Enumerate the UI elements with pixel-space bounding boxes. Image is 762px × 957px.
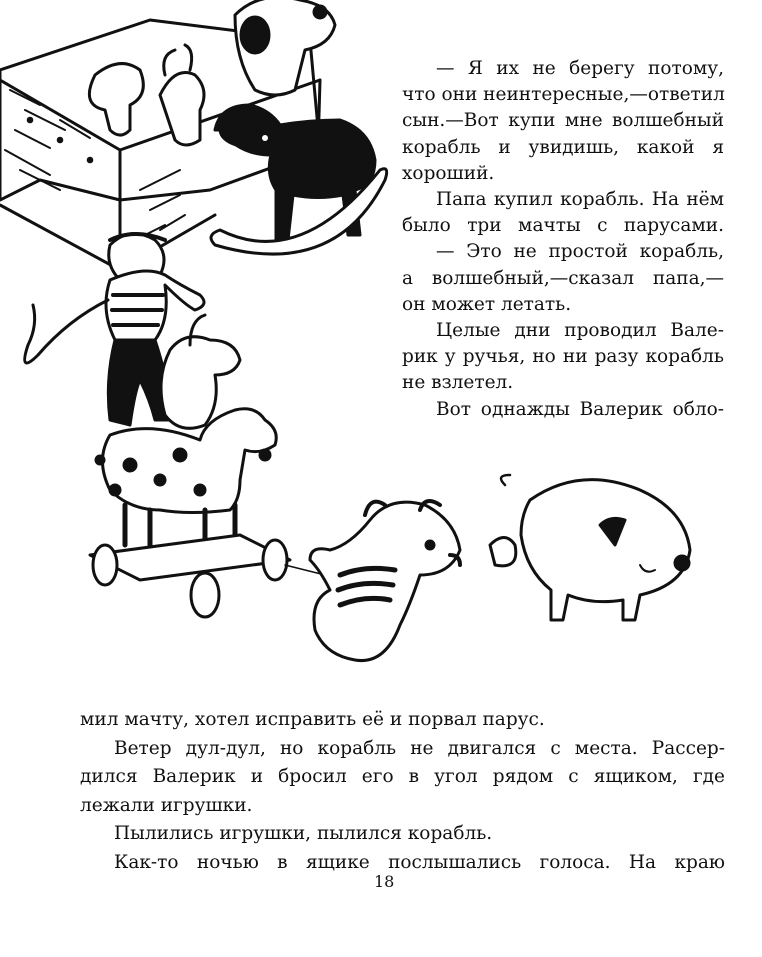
pig-toy-drawing xyxy=(490,475,690,620)
paragraph xyxy=(402,397,724,423)
text-line: Ветер дул-дул, но корабль не двигался с места. Рассер- xyxy=(114,737,725,759)
text-line: что они неинтересные,—ответил xyxy=(402,84,725,106)
text-line: а волшебный,—сказал папа,— xyxy=(402,267,724,289)
text-line: — Я их не берегу потому, xyxy=(436,58,724,79)
text-line: мил мачту, хотел исправить её и порвал парус. xyxy=(80,709,545,730)
text-line: сын.—Вот купи мне волшебный xyxy=(402,110,724,132)
text-line: Вот однажды Валерик обло- xyxy=(436,398,724,420)
spotted-horse-drawing xyxy=(90,409,290,617)
text-line: Целые дни проводил Вале- xyxy=(436,320,724,342)
full-width-text xyxy=(80,706,725,877)
paragraph xyxy=(402,318,724,397)
text-line: Как-то ночью в ящике послышались голоса. На краю xyxy=(114,851,725,873)
text-line: дился Валерик и бросил его в угол рядом с ящиком, где xyxy=(80,766,725,787)
text-line: рик у ручья, но ни разу корабль xyxy=(402,346,724,368)
paragraph xyxy=(402,187,724,239)
text-line: хороший. xyxy=(402,162,495,184)
column-text xyxy=(402,56,724,423)
text-line: было три мачты с парусами. xyxy=(402,215,724,237)
text-line: корабль и увидишь, какой я xyxy=(402,136,724,158)
paragraph xyxy=(402,239,724,318)
text-line: он может летать. xyxy=(402,293,572,315)
text-line: — Это не простой корабль, xyxy=(436,241,724,263)
text-line: не взлетел. xyxy=(402,372,514,394)
text-line: лежали игрушки. xyxy=(80,794,253,816)
text-line: Папа купил корабль. На нём xyxy=(436,189,724,211)
page-number: 18 xyxy=(374,872,395,891)
paragraph xyxy=(402,56,724,187)
text-line: Пылились игрушки, пылился корабль. xyxy=(114,823,493,844)
teddy-bear-drawing xyxy=(310,501,460,661)
